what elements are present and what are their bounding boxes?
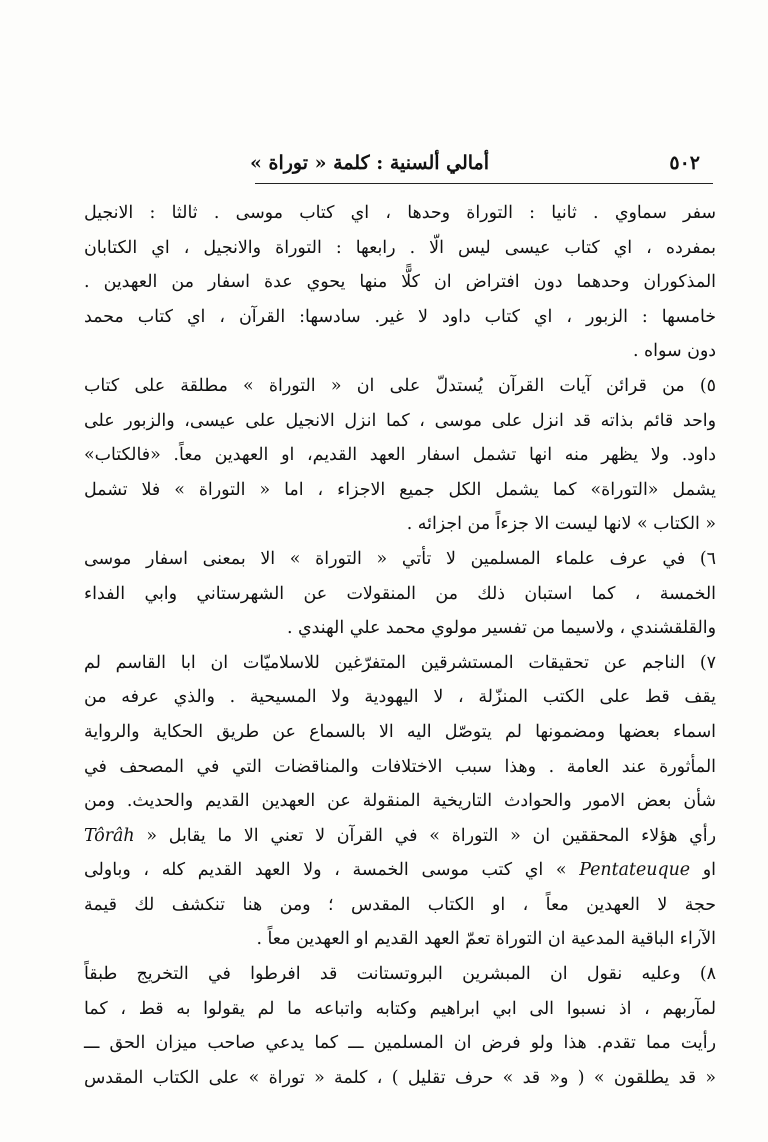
text-line: الآراء الباقية المدعية ان التوراة تعمّ العهد القديم او العهدين معاً . [256,929,716,950]
text-line: رأيت مما تقدم. هذا ولو فرض ان المسلمين ـــ كما يدعي صاحب ميزان الحق ـــ [84,1033,716,1054]
text-line: حجة لا العهدين معاً ، او الكتاب المقدس ؛ ومن هنا تنكشف لك قيمة [84,894,716,915]
text-line: الخمسة ، كما استبان ذلك من المنقولات عن الشهرستاني وابي الفداء [84,583,716,604]
text-line: دون سواه . [633,341,716,362]
latin-term: Tôrâh [84,825,135,846]
text-line: داود. ولا يظهر منه انها تشمل اسفار العهد القديم، او العهدين معاً. «فالكتاب» [84,445,716,466]
latin-term: Pentateuque [579,860,691,881]
header-rule [255,183,713,184]
text-line: اسماء بعضها ومضمونها لم يتوصّل اليه الا بالسماع عن طريق الحكاية والرواية [84,721,716,742]
text-line: سفر سماوي . ثانيا : التوراة وحدها ، اي كتاب موسى . ثالثا : الانجيل [84,203,716,223]
text-line: والقلقشندي ، ولاسيما من تفسير مولوي محمد علي الهندي . [287,618,716,639]
text-line: يشمل «التوراة» كما يشمل الكل جميع الاجزاء ، اما « التوراة » فلا تشمل [84,479,716,500]
text-line: ٨) وعليه نقول ان المبشرين البروتستانت قد افرطوا في التخريج طبقاً [84,964,716,985]
text-line: خامسها : الزبور ، اي كتاب داود لا غير. سادسها: القرآن ، اي كتاب محمد [84,306,716,327]
text-line: لمآربهم ، اذ نسبوا الى ابي ابراهيم وكتابه واتباعه ما لم يقولوا به قط ، كما [84,998,716,1019]
text-line: شأن بعض الامور والحوادث التاريخية المنقولة عن العهدين القديم والحديث. ومن [84,791,716,812]
text-line: المأثورة عند العامة . وهذا سبب الاختلافات والمناقضات التي في المصحف في [84,756,716,777]
text-line: بمفرده ، اي كتاب عيسى ليس الّا . رابعها : التوراة والانجيل ، اي الكتابان [84,237,716,258]
text-line: ٧) الناجم عن تحقيقات المستشرقين المتفرّغين للاسلاميّات ان ابا القاسم لم [84,652,716,673]
text-line: رأي هؤلاء المحققين ان « التوراة » في القرآن لا تعني الا ما يقابل « Tôrâh [84,825,716,846]
text-line: او Pentateuque » اي كتب موسى الخمسة ، ولا العهد القديم كله ، وباولى [84,860,717,881]
running-head [250,148,700,178]
text-line: واحد قائم بذاته قد انزل على موسى ، كما انزل الانجيل على عيسى، والزبور على [84,410,716,431]
body-text [84,196,717,1088]
text-line: « قد يطلقون » ( و« قد » حرف تقليل ) ، كلمة « توراة » على الكتاب المقدس [84,1067,716,1088]
page-number: ٥٠٢ [669,152,700,174]
text-line: يقف قط على الكتب المنزّلة ، لا اليهودية ولا المسيحية . والذي عرفه من [84,687,716,708]
text-line: ٥) من قرائن آيات القرآن يُستدلّ على ان « التوراة » مطلقة على كتاب [84,375,716,396]
text-line: المذكوران وحدهما دون افتراض ان كلًّا منها يحوي عدة اسفار من العهدين . [84,272,716,293]
text-line: « الكتاب » لانها ليست الا جزءاً من اجزائه . [406,514,716,535]
running-head-title: أمالي ألسنية : كلمة « توراة » [250,152,490,174]
text-line: ٦) في عرف علماء المسلمين لا تأتي « التوراة » الا بمعنى اسفار موسى [84,548,716,569]
